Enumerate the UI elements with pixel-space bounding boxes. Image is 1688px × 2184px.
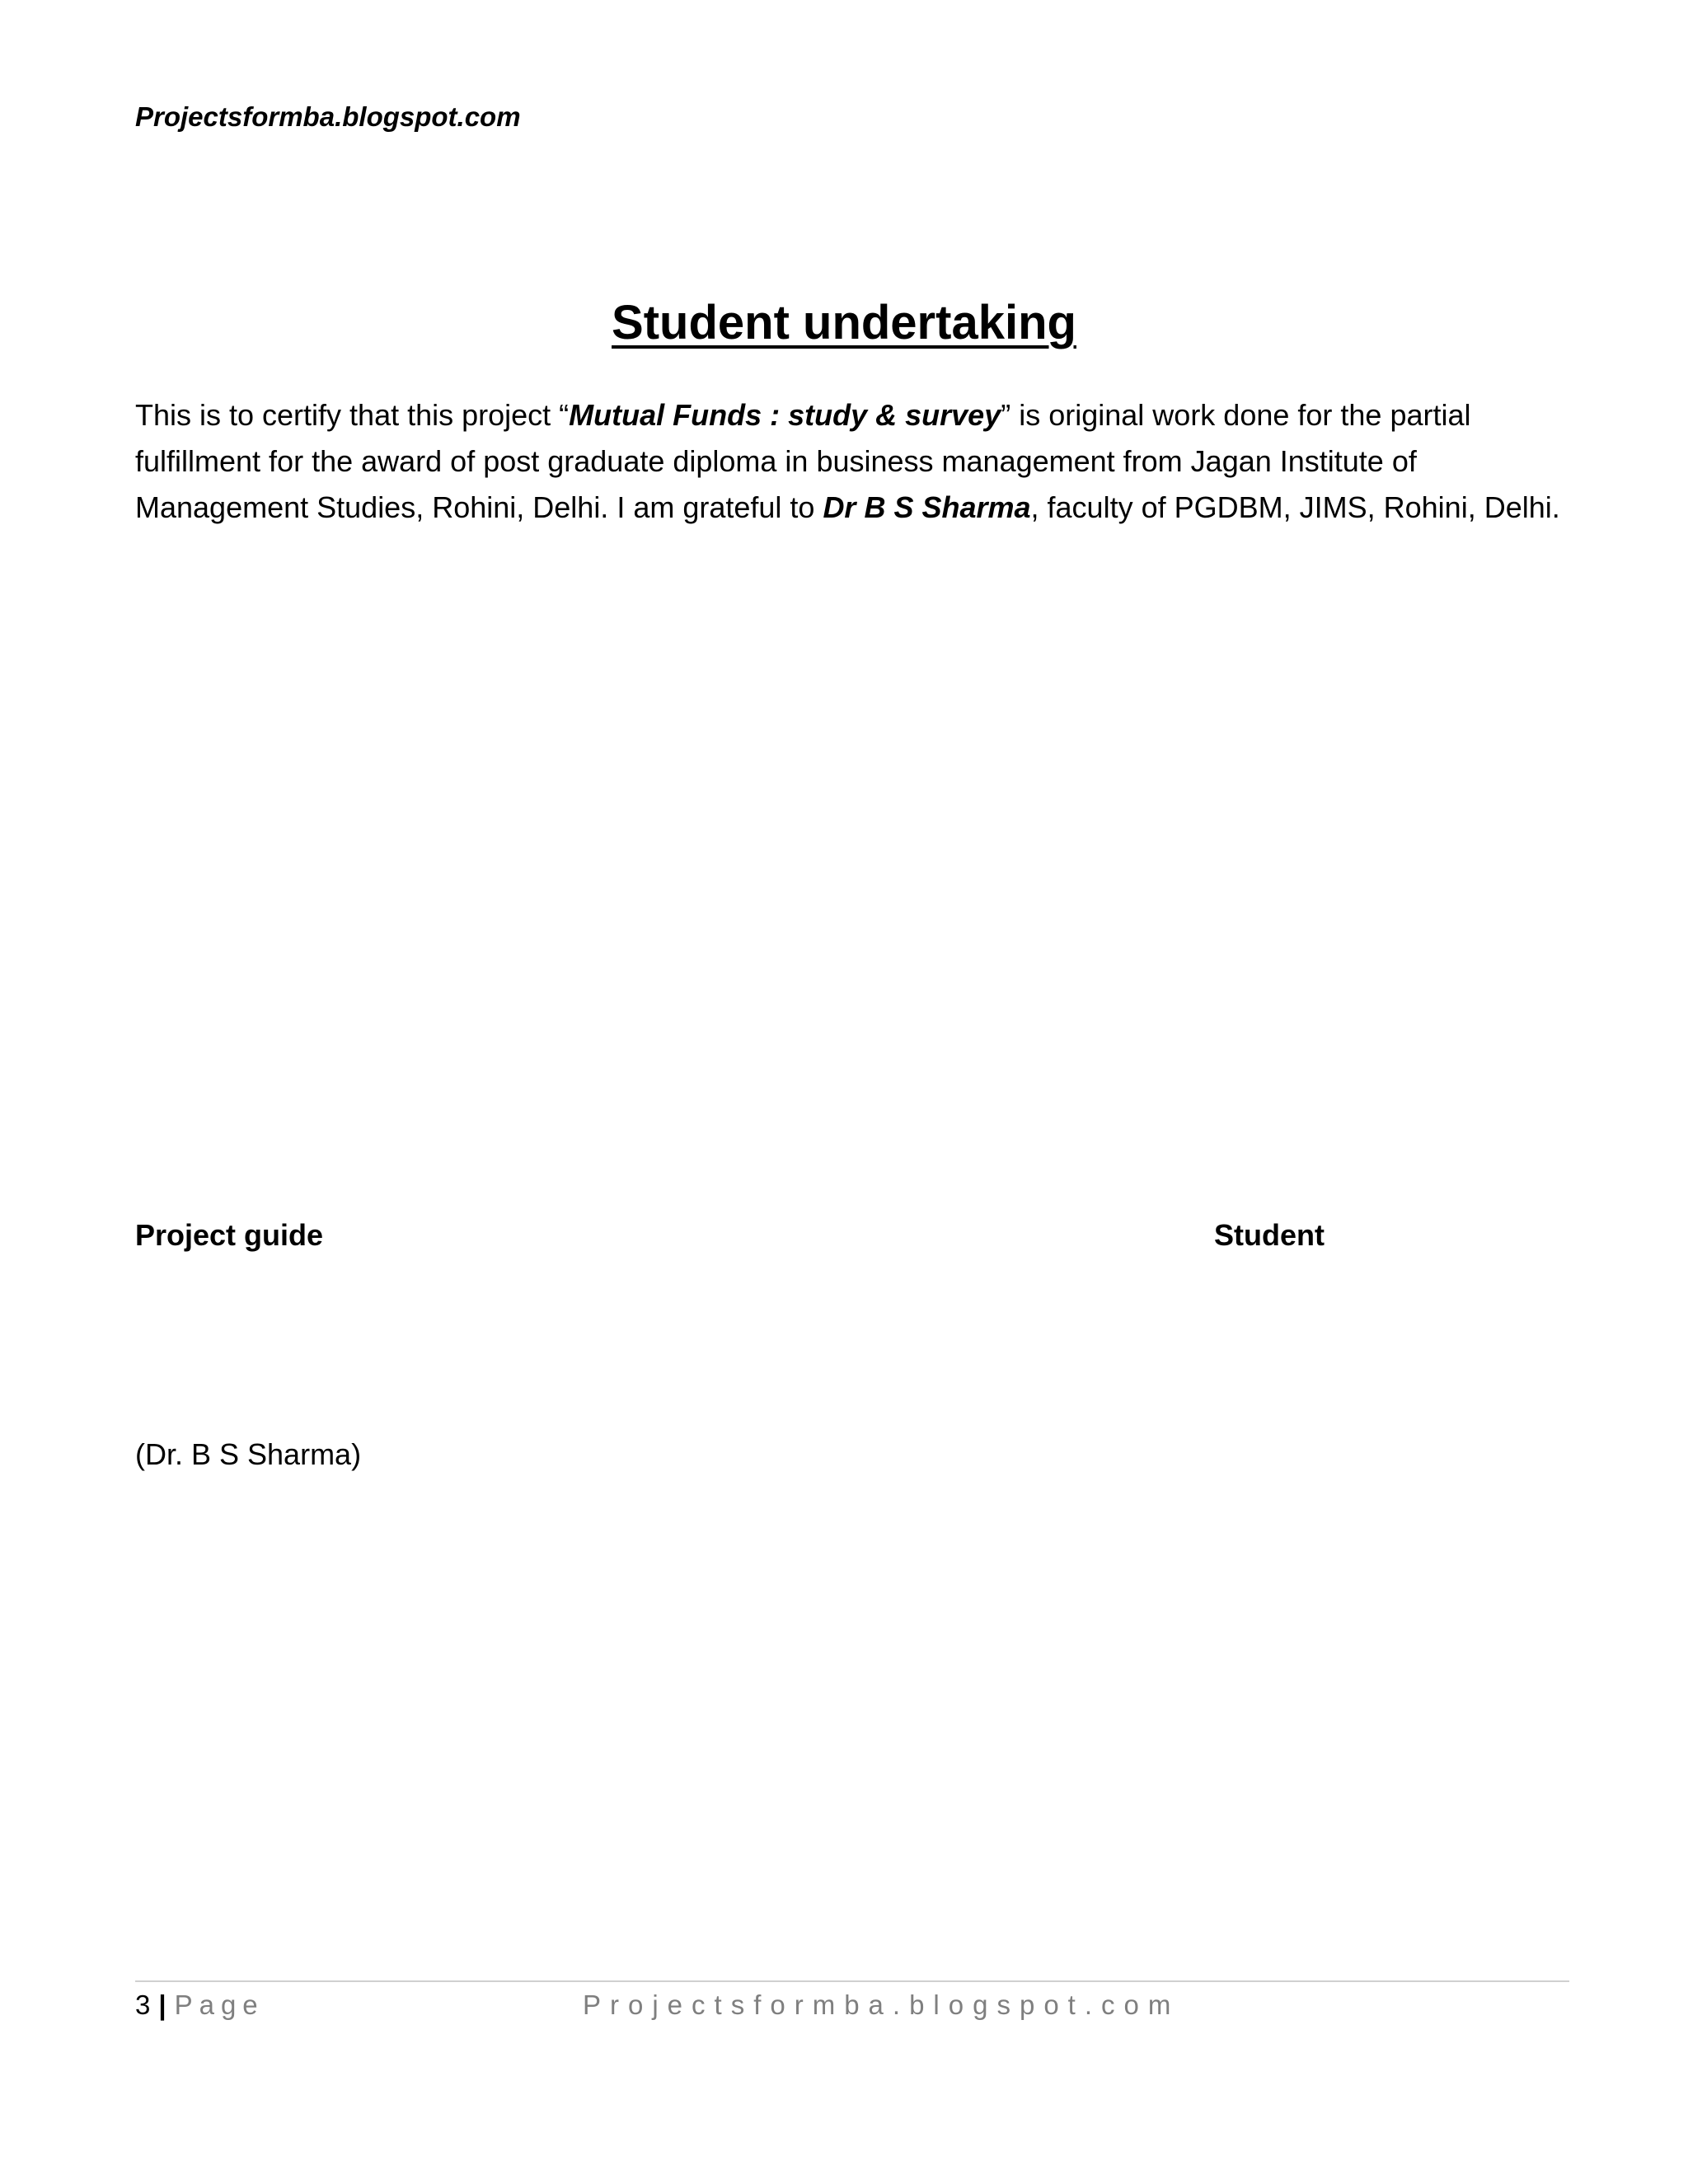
footer-page-indicator: [135, 1986, 265, 2024]
guide-name-inline: Dr B S Sharma: [823, 490, 1031, 524]
page-title: Student undertaking: [612, 296, 1076, 349]
paragraph-text-3: , faculty of PGDBM, JIMS, Rohini, Delhi.: [1030, 490, 1560, 524]
header-site-name: Projectsformba.blogspot.com: [135, 101, 521, 132]
page-separator: |: [158, 1990, 166, 2020]
guide-signature-name: (Dr. B S Sharma): [135, 1437, 362, 1471]
paragraph-text-2: ” is original work done for the partial fulfillment for the award of post graduate diploma in business management from Jagan Institute of Management Studies, Rohini, Delhi. I am grateful to: [135, 398, 1471, 524]
paragraph-text-1: This is to certify that this project “: [135, 398, 570, 432]
project-guide-label: Project guide: [135, 1218, 324, 1252]
certification-paragraph: [135, 392, 1569, 531]
page-word: Page: [174, 1990, 265, 2020]
footer-site-name: Projectsformba.blogspot.com: [583, 1990, 1180, 2020]
project-title: Mutual Funds : study & survey: [569, 398, 1001, 432]
footer-divider: [135, 1980, 1569, 1982]
page-number: 3: [135, 1990, 151, 2020]
student-label: Student: [1214, 1218, 1325, 1252]
